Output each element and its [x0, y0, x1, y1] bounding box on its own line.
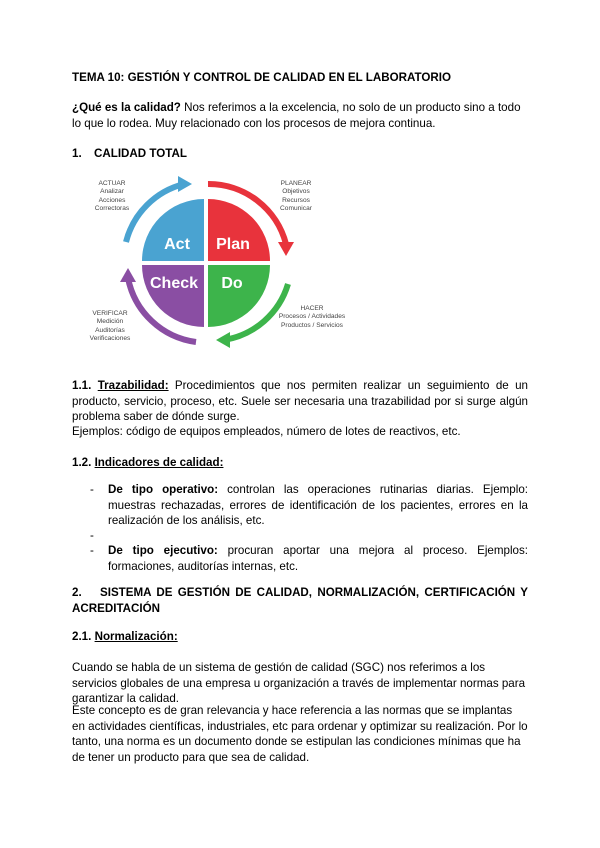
arrow-head-plan	[278, 242, 294, 256]
section-1-heading	[72, 146, 528, 162]
note-plan-line: Comunicar	[280, 205, 312, 213]
note-do-line: Procesos / Actividades	[278, 313, 346, 321]
arrow-head-do	[216, 332, 230, 348]
label-do: Do	[221, 275, 243, 292]
section-2-1-heading	[72, 629, 528, 645]
intro-text: Nos referimos a la excelencia, no solo de un producto sino a todo lo que lo rodea. Muy relacionado con los procesos de mejora continua.	[72, 101, 521, 130]
note-check-line: Medición	[96, 318, 124, 326]
section-1-number: 1.	[72, 147, 82, 160]
note-plan-line: Recursos	[282, 196, 310, 204]
s12-title: Indicadores de calidad:	[94, 456, 224, 469]
normalizacion-paragraph-2: Este concepto es de gran relevancia y hace referencia a las normas que se implantas en actividades científicas, industriales, etc para ordenar y optimizar su realización. Por lo tanto, una norma es un documento donde se estipulan las condiciones mínimas que ha de tener un producto para que sea de calidad.	[72, 704, 528, 764]
list-item-text: procuran aportar una mejora al proceso. Ejemplos: formaciones, auditorías internas, etc.	[108, 544, 528, 573]
note-plan-line: Objetivos	[282, 188, 310, 196]
note-check-title: VERIFICAR	[92, 310, 128, 317]
s21-title: Normalización:	[94, 630, 178, 643]
list-dash: -	[90, 529, 94, 542]
list-item-bold: De tipo ejecutivo:	[108, 544, 218, 557]
label-check: Check	[149, 275, 199, 292]
page-title	[72, 70, 528, 86]
section-1-title: CALIDAD TOTAL	[94, 147, 187, 160]
note-plan	[256, 180, 336, 214]
trazabilidad-examples: Ejemplos: código de equipos empleados, número de lotes de reactivos, etc.	[72, 425, 461, 438]
arrow-head-check	[120, 268, 136, 282]
note-do-line: Productos / Servicios	[281, 321, 343, 329]
list-item-text: controlan las operaciones rutinarias diarias. Ejemplo: muestras rechazadas, errores de identificación de los pacientes, errores en la realización de los análisis, etc.	[108, 483, 528, 528]
title-text: TEMA 10: GESTIÓN Y CONTROL DE CALIDAD EN EL LABORATORIO	[72, 71, 451, 84]
list-item-bold: De tipo operativo:	[108, 483, 219, 496]
note-check-line: Auditorías	[95, 326, 125, 334]
note-act-line: Correctoras	[94, 205, 130, 213]
section-2-heading	[72, 585, 528, 616]
s11-title: Trazabilidad:	[97, 379, 169, 392]
list-dash: -	[90, 483, 94, 496]
intro-question: ¿Qué es la calidad?	[72, 101, 181, 114]
normalizacion-paragraph-1: Cuando se habla de un sistema de gestión de calidad (SGC) nos referimos a los servicios globales de una empresa u organización a través de implementar normas para garantizar la calidad.	[72, 661, 526, 706]
trazabilidad-paragraph	[72, 378, 528, 425]
section-2-title: SISTEMA DE GESTIÓN DE CALIDAD, NORMALIZACIÓN, CERTIFICACIÓN Y ACREDITACIÓN	[72, 586, 528, 615]
arrow-head-act	[178, 176, 192, 192]
list-item-empty	[90, 528, 528, 544]
note-act-line: Acciones	[98, 196, 126, 204]
label-plan: Plan	[216, 236, 250, 253]
s11-text: Procedimientos que nos permiten realizar un seguimiento de un producto, servicio, proceso, etc. Suele ser necesaria una trazabilidad por si surge algún problema saber de dónde surge.	[72, 379, 528, 424]
list-item	[90, 482, 528, 529]
note-do	[270, 305, 354, 330]
label-act: Act	[164, 236, 190, 253]
intro-paragraph	[72, 100, 528, 131]
s21-number: 2.1.	[72, 630, 92, 643]
note-plan-title: PLANEAR	[280, 180, 312, 187]
section-1-2-heading	[72, 455, 528, 471]
section-2-number: 2.	[72, 586, 82, 599]
s11-number: 1.1.	[72, 379, 92, 392]
note-act	[72, 180, 152, 214]
note-do-title: HACER	[300, 305, 324, 312]
note-check-line: Verificaciones	[89, 335, 131, 343]
list-dash: -	[90, 544, 94, 557]
note-act-title: ACTUAR	[98, 180, 126, 187]
s12-number: 1.2.	[72, 456, 92, 469]
list-item	[90, 543, 528, 574]
note-act-line: Analizar	[100, 188, 124, 196]
note-check	[70, 310, 150, 344]
